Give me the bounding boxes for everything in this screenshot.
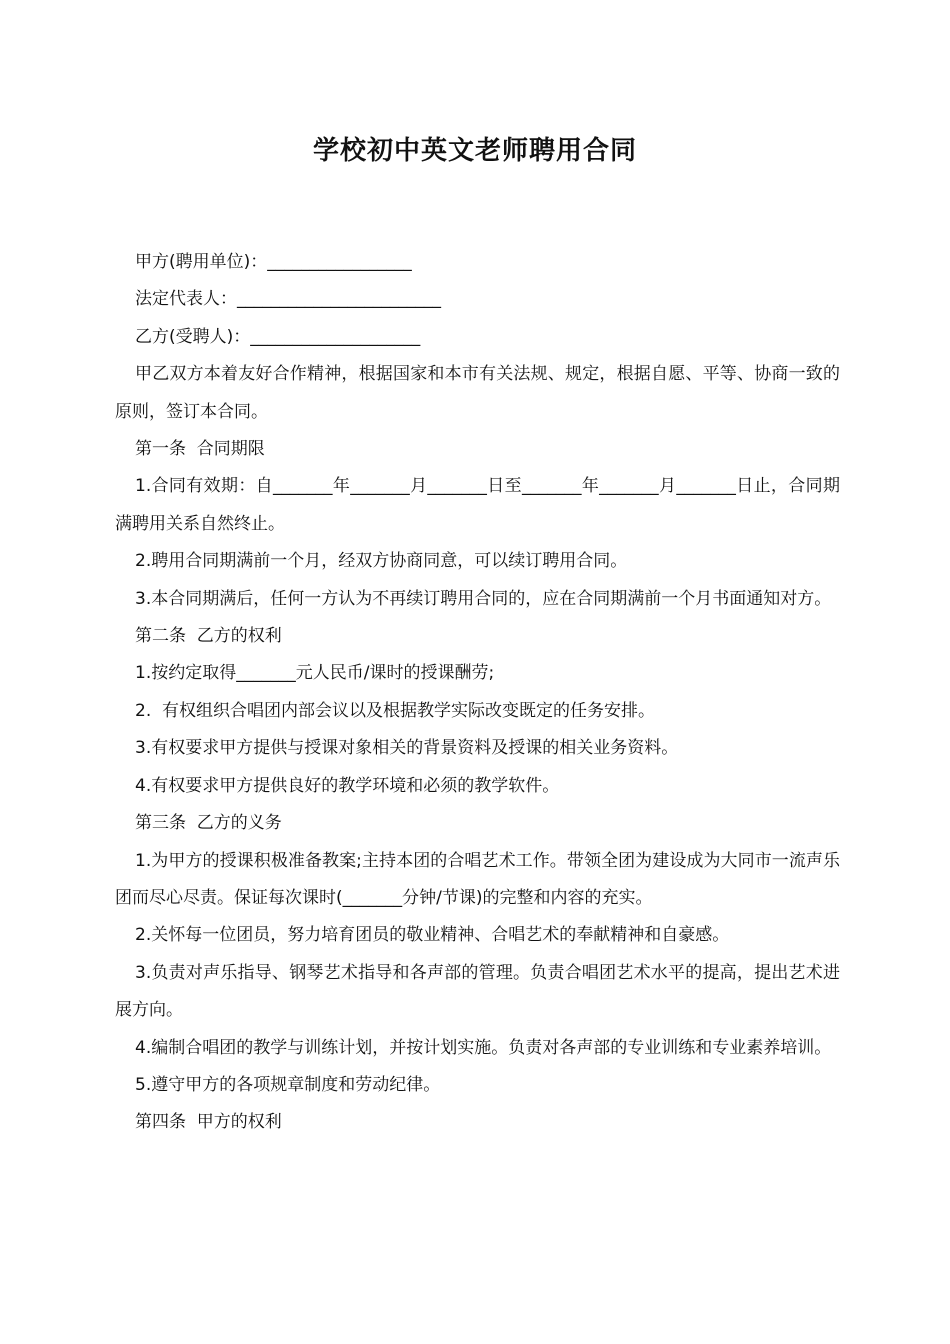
article-3-heading: 第三条 乙方的义务 [135, 813, 282, 834]
article-1-clause-3: 3.本合同期满后，任何一方认为不再续订聘用合同的，应在合同期满前一个月书面通知对方。 [135, 588, 832, 609]
article-2-clause-3: 3.有权要求甲方提供与授课对象相关的背景资料及授课的相关业务资料。 [135, 738, 679, 759]
article-2-clause-1: 1.按约定取得_______元人民币/课时的授课酬劳; [135, 663, 495, 684]
preamble-paragraph: 甲乙双方本着友好合作精神，根据国家和本市有关法规、规定，根据自愿、平等、协商一致的原则，签订本合同。 [115, 364, 840, 422]
article-4-heading: 第四条 甲方的权利 [135, 1112, 282, 1133]
article-1-clause-2: 2.聘用合同期满前一个月，经双方协商同意，可以续订聘用合同。 [135, 551, 628, 572]
legal-representative-line: 法定代表人：________________________ [135, 289, 441, 310]
article-3-clause-1: 1.为甲方的授课积极准备教案;主持本团的合唱艺术工作。带领全团为建设成为大同市一流声乐团而尽心尽责。保证每次课时(_______分钟/节课)的完整和内容的充实。 [115, 850, 840, 908]
article-2-clause-4: 4.有权要求甲方提供良好的教学环境和必须的教学软件。 [135, 775, 560, 796]
article-3-clause-4: 4.编制合唱团的教学与训练计划，并按计划实施。负责对各声部的专业训练和专业素养培训。 [135, 1037, 832, 1058]
document-body [115, 244, 840, 1142]
article-1-clause-1: 1.合同有效期：自_______年_______月_______日至_______年_______月_______日止，合同期满聘用关系自然终止。 [115, 476, 840, 534]
article-3-clause-3: 3.负责对声乐指导、钢琴艺术指导和各声部的管理。负责合唱团艺术水平的提高，提出艺术进展方向。 [115, 962, 840, 1021]
party-a-line: 甲方(聘用单位)：_________________ [135, 252, 412, 272]
party-b-line: 乙方(受聘人)：____________________ [135, 326, 421, 347]
article-2-heading: 第二条 乙方的权利 [135, 626, 282, 647]
document-title: 学校初中英文老师聘用合同 [312, 136, 637, 166]
article-3-clause-5: 5.遵守甲方的各项规章制度和劳动纪律。 [135, 1074, 441, 1095]
article-2-clause-2: 2. 有权组织合唱团内部会议以及根据教学实际改变既定的任务安排。 [135, 700, 656, 721]
article-1-heading: 第一条 合同期限 [135, 439, 265, 460]
article-3-clause-2: 2.关怀每一位团员，努力培育团员的敬业精神、合唱艺术的奉献精神和自豪感。 [135, 925, 730, 946]
